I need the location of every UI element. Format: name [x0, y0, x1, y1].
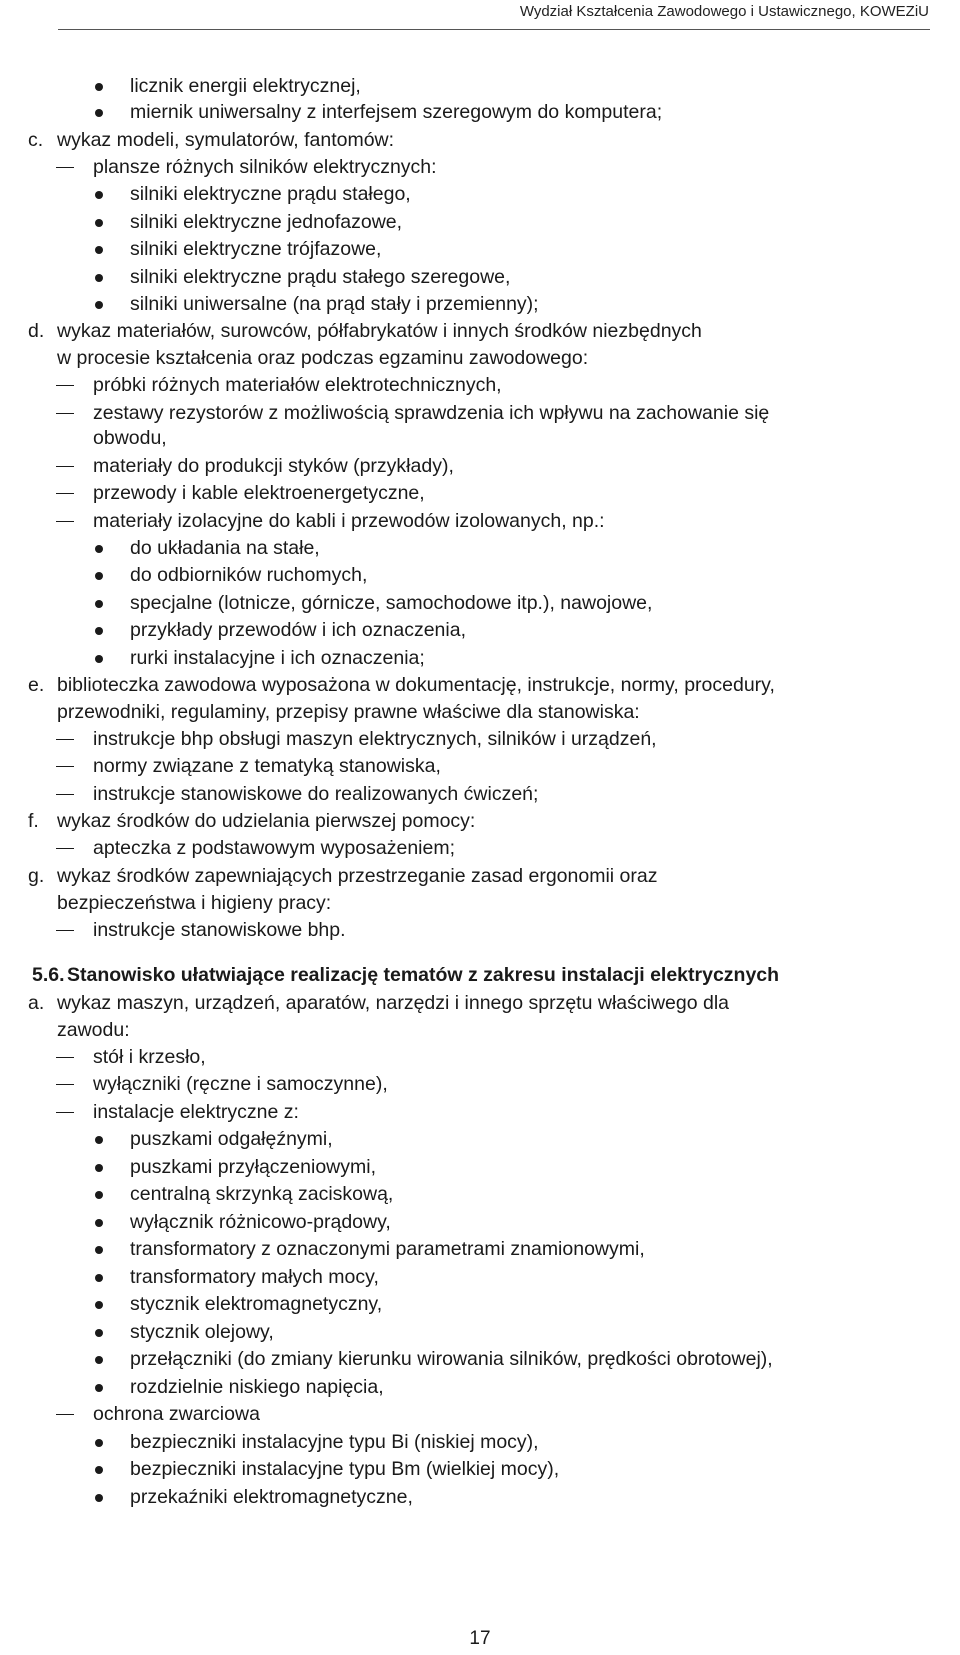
list-text: wykaz środków zapewniających przestrzeganie zasad ergonomii oraz: [57, 865, 658, 887]
list-text: normy związane z tematyką stanowiska,: [93, 755, 441, 777]
list-text: wyłącznik różnicowo-prądowy,: [130, 1211, 391, 1233]
list-text: silniki elektryczne prądu stałego,: [130, 183, 411, 205]
list-text: instalacje elektryczne z:: [93, 1101, 299, 1123]
bullet-icon: [95, 109, 103, 117]
list-text: stycznik olejowy,: [130, 1321, 274, 1343]
list-text: instrukcje stanowiskowe do realizowanych ćwiczeń;: [93, 783, 539, 805]
list-text: przykłady przewodów i ich oznaczenia,: [130, 619, 466, 641]
bullet-icon: [95, 1384, 103, 1392]
section-number: 5.6.: [32, 964, 65, 986]
page-number: 17: [469, 1628, 491, 1649]
list-text: zestawy rezystorów z możliwością sprawdzenia ich wpływu na zachowanie się: [93, 402, 770, 424]
bullet-icon: [95, 1164, 103, 1172]
dash-icon: [56, 1084, 74, 1085]
bullet-icon: [95, 1191, 103, 1199]
list-text: transformatory z oznaczonymi parametrami znamionowymi,: [130, 1238, 645, 1260]
bullet-icon: [95, 655, 103, 663]
bullet-icon: [95, 627, 103, 635]
list-text: materiały izolacyjne do kabli i przewodów izolowanych, np.:: [93, 510, 605, 532]
list-text: stycznik elektromagnetyczny,: [130, 1293, 383, 1315]
dash-icon: [56, 493, 74, 494]
list-label: f.: [28, 810, 39, 832]
bullet-icon: [95, 1329, 103, 1337]
bullet-icon: [95, 274, 103, 282]
list-text: bezpieczeństwa i higieny pracy:: [57, 892, 332, 914]
list-text: instrukcje stanowiskowe bhp.: [93, 919, 346, 941]
dash-icon: [56, 167, 74, 168]
list-text: wykaz maszyn, urządzeń, aparatów, narzędzi i innego sprzętu właściwego dla: [57, 992, 730, 1014]
list-text: wyłączniki (ręczne i samoczynne),: [93, 1073, 388, 1095]
list-text: bezpieczniki instalacyjne typu Bm (wielkiej mocy),: [130, 1458, 560, 1480]
list-text: przewodniki, regulaminy, przepisy prawne właściwe dla stanowiska:: [57, 701, 640, 723]
dash-icon: [56, 413, 74, 414]
bullet-icon: [95, 600, 103, 608]
bullet-icon: [95, 219, 103, 227]
list-label: c.: [28, 129, 44, 151]
dash-icon: [56, 385, 74, 386]
list-text: obwodu,: [93, 427, 167, 449]
list-text: plansze różnych silników elektrycznych:: [93, 156, 437, 178]
section-heading: Stanowisko ułatwiające realizację tematów z zakresu instalacji elektrycznych: [67, 964, 780, 986]
bullet-icon: [95, 572, 103, 580]
list-text: przewody i kable elektroenergetyczne,: [93, 482, 425, 504]
dash-icon: [56, 1112, 74, 1113]
list-text: stół i krzesło,: [93, 1046, 206, 1068]
list-label: a.: [28, 992, 45, 1014]
bullet-icon: [95, 1301, 103, 1309]
bullet-icon: [95, 1274, 103, 1282]
dash-icon: [56, 766, 74, 767]
dash-icon: [56, 794, 74, 795]
list-text: zawodu:: [57, 1019, 130, 1041]
list-text: silniki elektryczne prądu stałego szeregowe,: [130, 266, 511, 288]
list-text: w procesie kształcenia oraz podczas egzaminu zawodowego:: [57, 347, 589, 369]
list-text: silniki elektryczne trójfazowe,: [130, 238, 382, 260]
list-text: materiały do produkcji styków (przykłady),: [93, 455, 454, 477]
list-text: do układania na stałe,: [130, 537, 320, 559]
bullet-icon: [95, 1246, 103, 1254]
bullet-icon: [95, 246, 103, 254]
list-text: specjalne (lotnicze, górnicze, samochodowe itp.), nawojowe,: [130, 592, 653, 614]
list-text: miernik uniwersalny z interfejsem szeregowym do komputera;: [130, 101, 663, 123]
list-text: rurki instalacyjne i ich oznaczenia;: [130, 647, 425, 669]
bullet-icon: [95, 1356, 103, 1364]
list-text: puszkami odgałęźnymi,: [130, 1128, 333, 1150]
bullet-icon: [95, 191, 103, 199]
bullet-icon: [95, 301, 103, 309]
dash-icon: [56, 521, 74, 522]
bullet-icon: [95, 1494, 103, 1502]
list-text: silniki elektryczne jednofazowe,: [130, 211, 403, 233]
list-text: instrukcje bhp obsługi maszyn elektrycznych, silników i urządzeń,: [93, 728, 657, 750]
list-text: ochrona zwarciowa: [93, 1403, 260, 1425]
list-text: bezpieczniki instalacyjne typu Bi (niskiej mocy),: [130, 1431, 539, 1453]
list-text: wykaz środków do udzielania pierwszej pomocy:: [57, 810, 476, 832]
bullet-icon: [95, 545, 103, 553]
bullet-icon: [95, 1439, 103, 1447]
header-rule: [58, 29, 930, 30]
list-text: licznik energii elektrycznej,: [130, 75, 361, 97]
bullet-icon: [95, 1219, 103, 1227]
list-text: silniki uniwersalne (na prąd stały i przemienny);: [130, 293, 539, 315]
dash-icon: [56, 739, 74, 740]
dash-icon: [56, 466, 74, 467]
list-text: do odbiorników ruchomych,: [130, 564, 368, 586]
list-text: przekaźniki elektromagnetyczne,: [130, 1486, 413, 1508]
list-text: puszkami przyłączeniowymi,: [130, 1156, 376, 1178]
dash-icon: [56, 1057, 74, 1058]
list-label: e.: [28, 674, 45, 696]
list-text: wykaz modeli, symulatorów, fantomów:: [57, 129, 395, 151]
running-header: Wydział Kształcenia Zawodowego i Ustawicznego, KOWEZiU: [519, 3, 929, 20]
list-label: g.: [28, 865, 45, 887]
dash-icon: [56, 1414, 74, 1415]
bullet-icon: [95, 1466, 103, 1474]
list-text: przełączniki (do zmiany kierunku wirowania silników, prędkości obrotowej),: [130, 1348, 773, 1370]
list-text: próbki różnych materiałów elektrotechnicznych,: [93, 374, 502, 396]
list-text: rozdzielnie niskiego napięcia,: [130, 1376, 384, 1398]
bullet-icon: [95, 83, 103, 91]
list-text: biblioteczka zawodowa wyposażona w dokumentację, instrukcje, normy, procedury,: [57, 674, 775, 696]
list-text: centralną skrzynką zaciskową,: [130, 1183, 394, 1205]
dash-icon: [56, 848, 74, 849]
list-text: wykaz materiałów, surowców, półfabrykatów i innych środków niezbędnych: [57, 320, 702, 342]
list-text: apteczka z podstawowym wyposażeniem;: [93, 837, 455, 859]
bullet-icon: [95, 1136, 103, 1144]
dash-icon: [56, 930, 74, 931]
list-text: transformatory małych mocy,: [130, 1266, 379, 1288]
list-label: d.: [28, 320, 45, 342]
